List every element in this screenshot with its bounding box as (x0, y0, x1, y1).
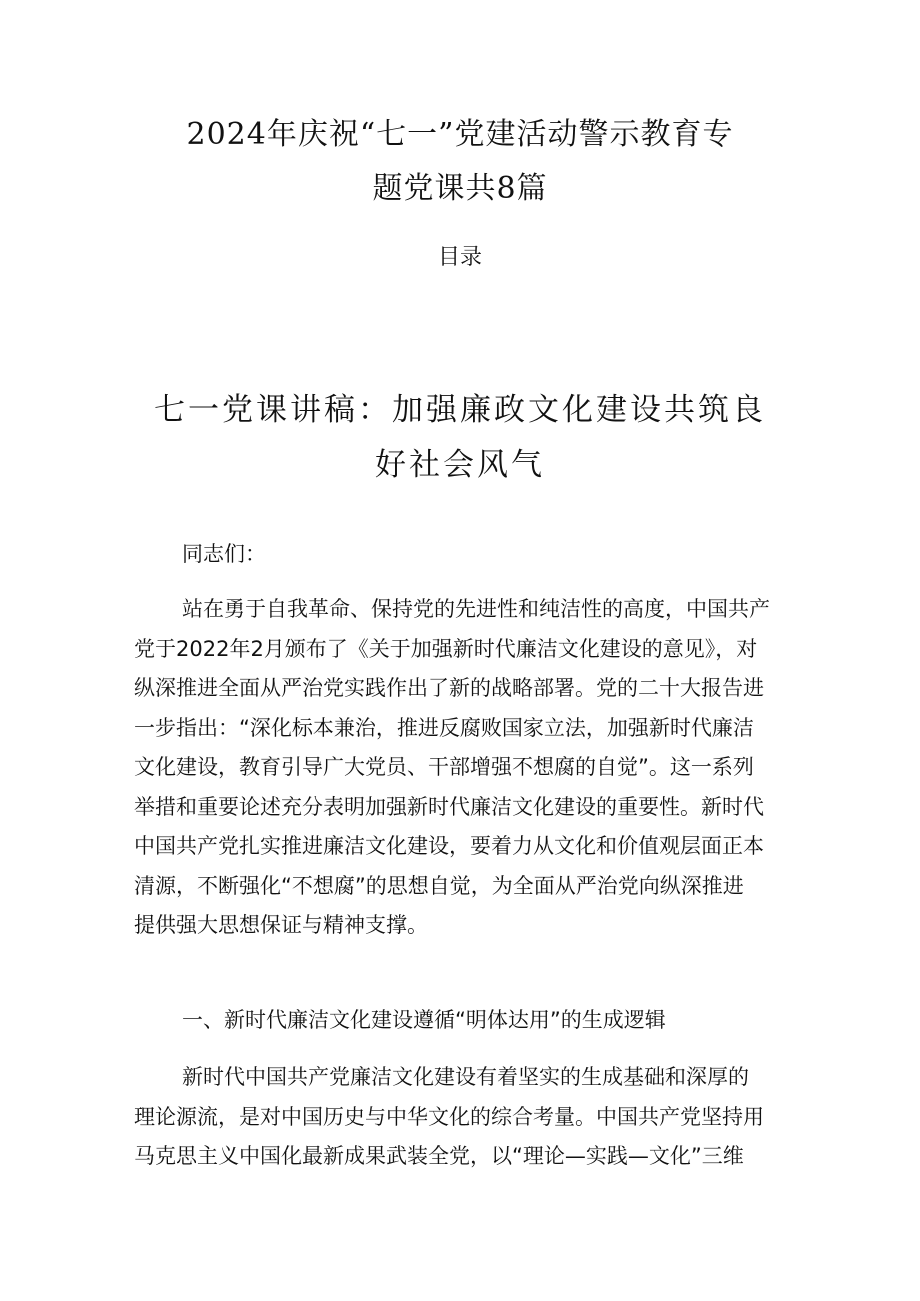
paragraph-line: 中国共产党扎实推进廉洁文化建设，要着力从文化和价值观层面正本 (134, 834, 764, 858)
table-of-contents-label: 目录 (437, 245, 482, 270)
document-title-line: 2024年庆祝“七一”党建活动警示教育专 (186, 117, 734, 152)
paragraph-line: 提供强大思想保证与精神支撑。 (134, 913, 428, 937)
section-title (100, 383, 820, 493)
paragraph-line: 文化建设，教育引导广大党员、干部增强不想腐的自觉”。这一系列 (134, 755, 754, 779)
paragraph-line: 一步指出：“深化标本兼治，推进反腐败国家立法，加强新时代廉洁 (134, 715, 754, 740)
document-title-line: 题党课共8篇 (372, 171, 548, 206)
document-title (100, 108, 820, 216)
paragraph-line: 纵深推进全面从严治党实践作出了新的战略部署。党的二十大报告进 (134, 676, 764, 700)
paragraph-line: 新时代中国共产党廉洁文化建设有着坚实的生成基础和深厚的 (182, 1065, 749, 1089)
body-paragraph (134, 1058, 794, 1177)
paragraph-line: 理论源流，是对中国历史与中华文化的综合考量。中国共产党坚持用 (134, 1104, 764, 1129)
section-title-line: 好社会风气 (375, 447, 545, 483)
paragraph-line: 站在勇于自我革命、保持党的先进性和纯洁性的高度，中国共产 (182, 597, 770, 621)
paragraph-line: 举措和重要论述充分表明加强新时代廉洁文化建设的重要性。新时代 (134, 794, 764, 819)
paragraph-line: 党于2022年2月颁布了《关于加强新时代廉洁文化建设的意见》，对 (134, 636, 758, 661)
section-title-line: 七一党课讲稿：加强廉政文化建设共筑良 (154, 392, 766, 428)
salutation: 同志们： (182, 542, 266, 566)
paragraph-line: 马克思主义中国化最新成果武装全党，以“理论—实践—文化”三维 (134, 1144, 744, 1168)
section-heading: 一、新时代廉洁文化建设遵循“明体达用”的生成逻辑 (182, 1008, 666, 1032)
body-paragraph (134, 590, 794, 946)
paragraph-line: 清源，不断强化“不想腐”的思想自觉，为全面从严治党向纵深推进 (134, 873, 744, 898)
